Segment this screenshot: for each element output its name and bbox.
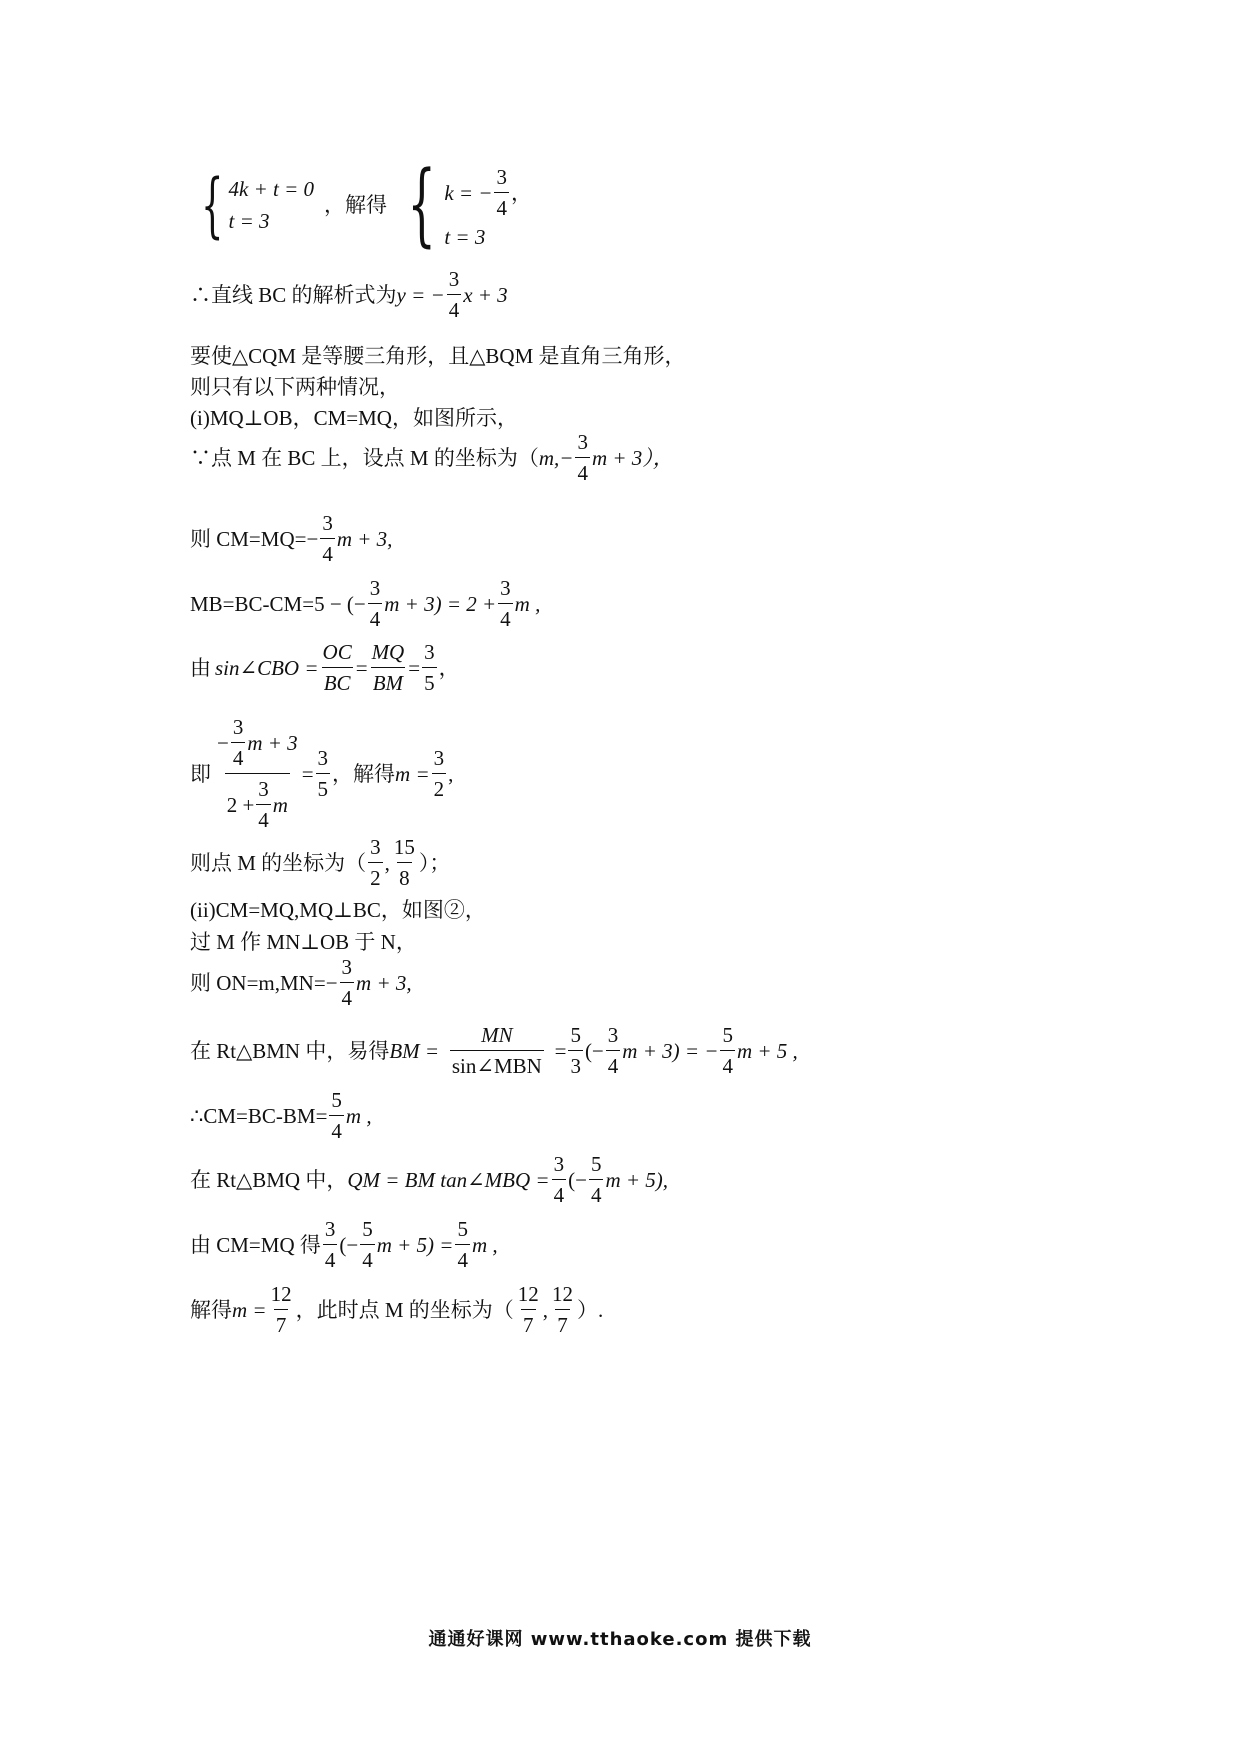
text-line <box>190 264 508 325</box>
text-segment: 在 Rt△BMN 中，易得 <box>190 1038 390 1063</box>
text-segment: ，解得 <box>332 761 396 786</box>
fraction: $\frac{15}{8}$ <box>392 832 417 893</box>
system-2-row-2: t = 3 <box>444 225 486 249</box>
text-line <box>190 1279 603 1340</box>
text-line <box>190 427 674 488</box>
math-segment: (− <box>339 1232 359 1257</box>
system-1-row-2: t = 3 <box>228 209 270 233</box>
math-segment: m + 5) = <box>376 1232 454 1257</box>
math-segment: BM = <box>389 1038 440 1063</box>
text-segment: 由 CM=MQ 得 <box>190 1232 321 1257</box>
fraction: $\frac{3}{4}$ <box>575 427 590 488</box>
fraction: $\frac{12}{7}$ <box>550 1279 575 1340</box>
system-2 <box>393 152 532 257</box>
math-segment: m,− <box>538 445 574 470</box>
math-segment: m , <box>345 1103 372 1128</box>
fraction: $\frac{5}{4}$ <box>455 1214 470 1275</box>
text-segment: ，此时点 M 的坐标为（ <box>295 1297 514 1322</box>
brace-1: { <box>201 164 224 246</box>
text-line <box>190 342 686 370</box>
fraction: $\frac{3}{2}$ <box>432 743 447 804</box>
system-2-row-1: k = − <box>444 180 493 205</box>
brace-2: { <box>407 152 436 257</box>
fraction: $\frac{3}{4}$ <box>552 1149 567 1210</box>
text-line <box>190 832 450 893</box>
fraction: $\frac{3}{4}$ <box>606 1020 621 1081</box>
text-segment: 则 ON=m,MN= <box>190 970 326 995</box>
text-segment: 解得 <box>190 1297 232 1322</box>
fraction: $\frac{12}{7}$ <box>516 1279 541 1340</box>
compound-fraction: − $\frac{3}{4}$ m + 3 2 + $\frac{3}{4}$ m <box>215 712 300 835</box>
comma: , <box>448 761 454 786</box>
text-segment: 要使△CQM 是等腰三角形，且△BQM 是直角三角形， <box>190 344 686 368</box>
fraction: $\frac{5}{4}$ <box>329 1085 344 1146</box>
comma: ， <box>438 655 460 680</box>
fraction: $\frac{MN}{\text{sin∠MBN}}$ <box>445 1020 549 1081</box>
text-line <box>190 573 540 634</box>
text-line <box>190 1214 498 1275</box>
math-segment: m = <box>232 1297 267 1322</box>
text-segment: ）. <box>577 1297 604 1322</box>
text-line <box>190 896 486 924</box>
fraction: $\frac{3}{4}$ <box>494 162 509 223</box>
text-segment: ∴直线 BC 的解析式为 <box>190 282 397 307</box>
fraction: $\frac{3}{4}$ <box>323 1214 338 1275</box>
page-footer: 通通好课网 www.tthaoke.com 提供下载 <box>428 1629 812 1650</box>
math-segment: y = − <box>396 282 445 307</box>
math-segment: m + 3）， <box>591 445 674 470</box>
text-segment: 即 <box>190 761 211 786</box>
text-line <box>190 637 460 698</box>
math-segment: − <box>325 970 338 995</box>
text-segment: 则点 M 的坐标为（ <box>190 850 367 875</box>
equals: = <box>301 761 314 786</box>
math-segment: m + 3) = − <box>622 1038 719 1063</box>
math-segment: (− <box>584 1038 604 1063</box>
text-segment: ∵点 M 在 BC 上，设点 M 的坐标为（ <box>190 445 539 470</box>
fraction: $\frac{5}{4}$ <box>360 1214 375 1275</box>
fraction: $\frac{3}{4}$ <box>340 952 355 1013</box>
math-segment: m + 3, <box>336 526 393 551</box>
fraction: $\frac{5}{3}$ <box>568 1020 583 1081</box>
fraction: $\frac{3}{5}$ <box>316 743 331 804</box>
text-segment: 过 M 作 MN⊥OB 于 N， <box>190 930 417 954</box>
math-segment: QM = BM tan∠MBQ = <box>347 1167 550 1192</box>
math-segment: (− <box>568 1167 587 1192</box>
math-segment: m + 5 , <box>736 1038 798 1063</box>
math-segment: x + 3 <box>463 282 508 307</box>
equation-system-line <box>190 152 532 257</box>
text-line <box>190 508 392 569</box>
math-segment: sin∠CBO = <box>215 655 319 680</box>
text-segment: 由 <box>190 655 211 680</box>
text-line <box>190 373 400 401</box>
fraction: $\frac{5}{4}$ <box>720 1020 735 1081</box>
text-segment: ∴CM=BC-BM= <box>190 1103 328 1128</box>
text-segment: 则 CM=MQ= <box>190 526 307 551</box>
text-line <box>190 1020 798 1081</box>
text-line <box>190 952 412 1013</box>
math-segment: m , <box>514 591 541 616</box>
text-segment: (ii)CM=MQ,MQ⊥BC，如图②， <box>190 898 486 922</box>
math-segment: m + 3, <box>356 970 412 995</box>
text-segment: 则只有以下两种情况， <box>190 375 400 399</box>
fraction: $\frac{MQ}{BM}$ <box>370 637 407 698</box>
equals: = <box>408 655 421 680</box>
math-segment: − <box>306 526 319 551</box>
equals: = <box>554 1038 567 1063</box>
fraction: $\frac{3}{4}$ <box>368 573 383 634</box>
fraction: $\frac{12}{7}$ <box>269 1279 294 1340</box>
text-segment: 在 Rt△BMQ 中， <box>190 1167 348 1192</box>
comma: , <box>384 850 390 875</box>
text-line <box>190 1085 372 1146</box>
math-segment: m = <box>395 761 430 786</box>
system-1 <box>190 164 315 246</box>
text-segment: ）； <box>418 850 451 875</box>
comma: , <box>542 1297 549 1322</box>
fraction: $\frac{3}{5}$ <box>422 637 437 698</box>
fraction: $\frac{3}{4}$ <box>320 508 335 569</box>
fraction: $\frac{3}{4}$ <box>447 264 462 325</box>
fraction: $\frac{3}{2}$ <box>368 832 383 893</box>
solve-text: ，解得 <box>324 193 388 217</box>
fraction: $\frac{OC}{BC}$ <box>321 637 354 698</box>
fraction: $\frac{5}{4}$ <box>589 1149 604 1210</box>
comma: ， <box>510 180 532 205</box>
math-segment: m + 5), <box>605 1167 669 1192</box>
text-segment: MB=BC-CM= <box>190 591 315 616</box>
equals: = <box>355 655 368 680</box>
math-segment: m + 3) = 2 + <box>384 591 497 616</box>
system-1-row-1: 4k + t = 0 <box>228 177 315 201</box>
math-segment: 5 − (− <box>314 591 366 616</box>
fraction: $\frac{3}{4}$ <box>498 573 513 634</box>
text-line <box>190 712 453 835</box>
text-line <box>190 1149 668 1210</box>
text-segment: (i)MQ⊥OB，CM=MQ，如图所示， <box>190 406 518 430</box>
math-segment: m , <box>471 1232 498 1257</box>
